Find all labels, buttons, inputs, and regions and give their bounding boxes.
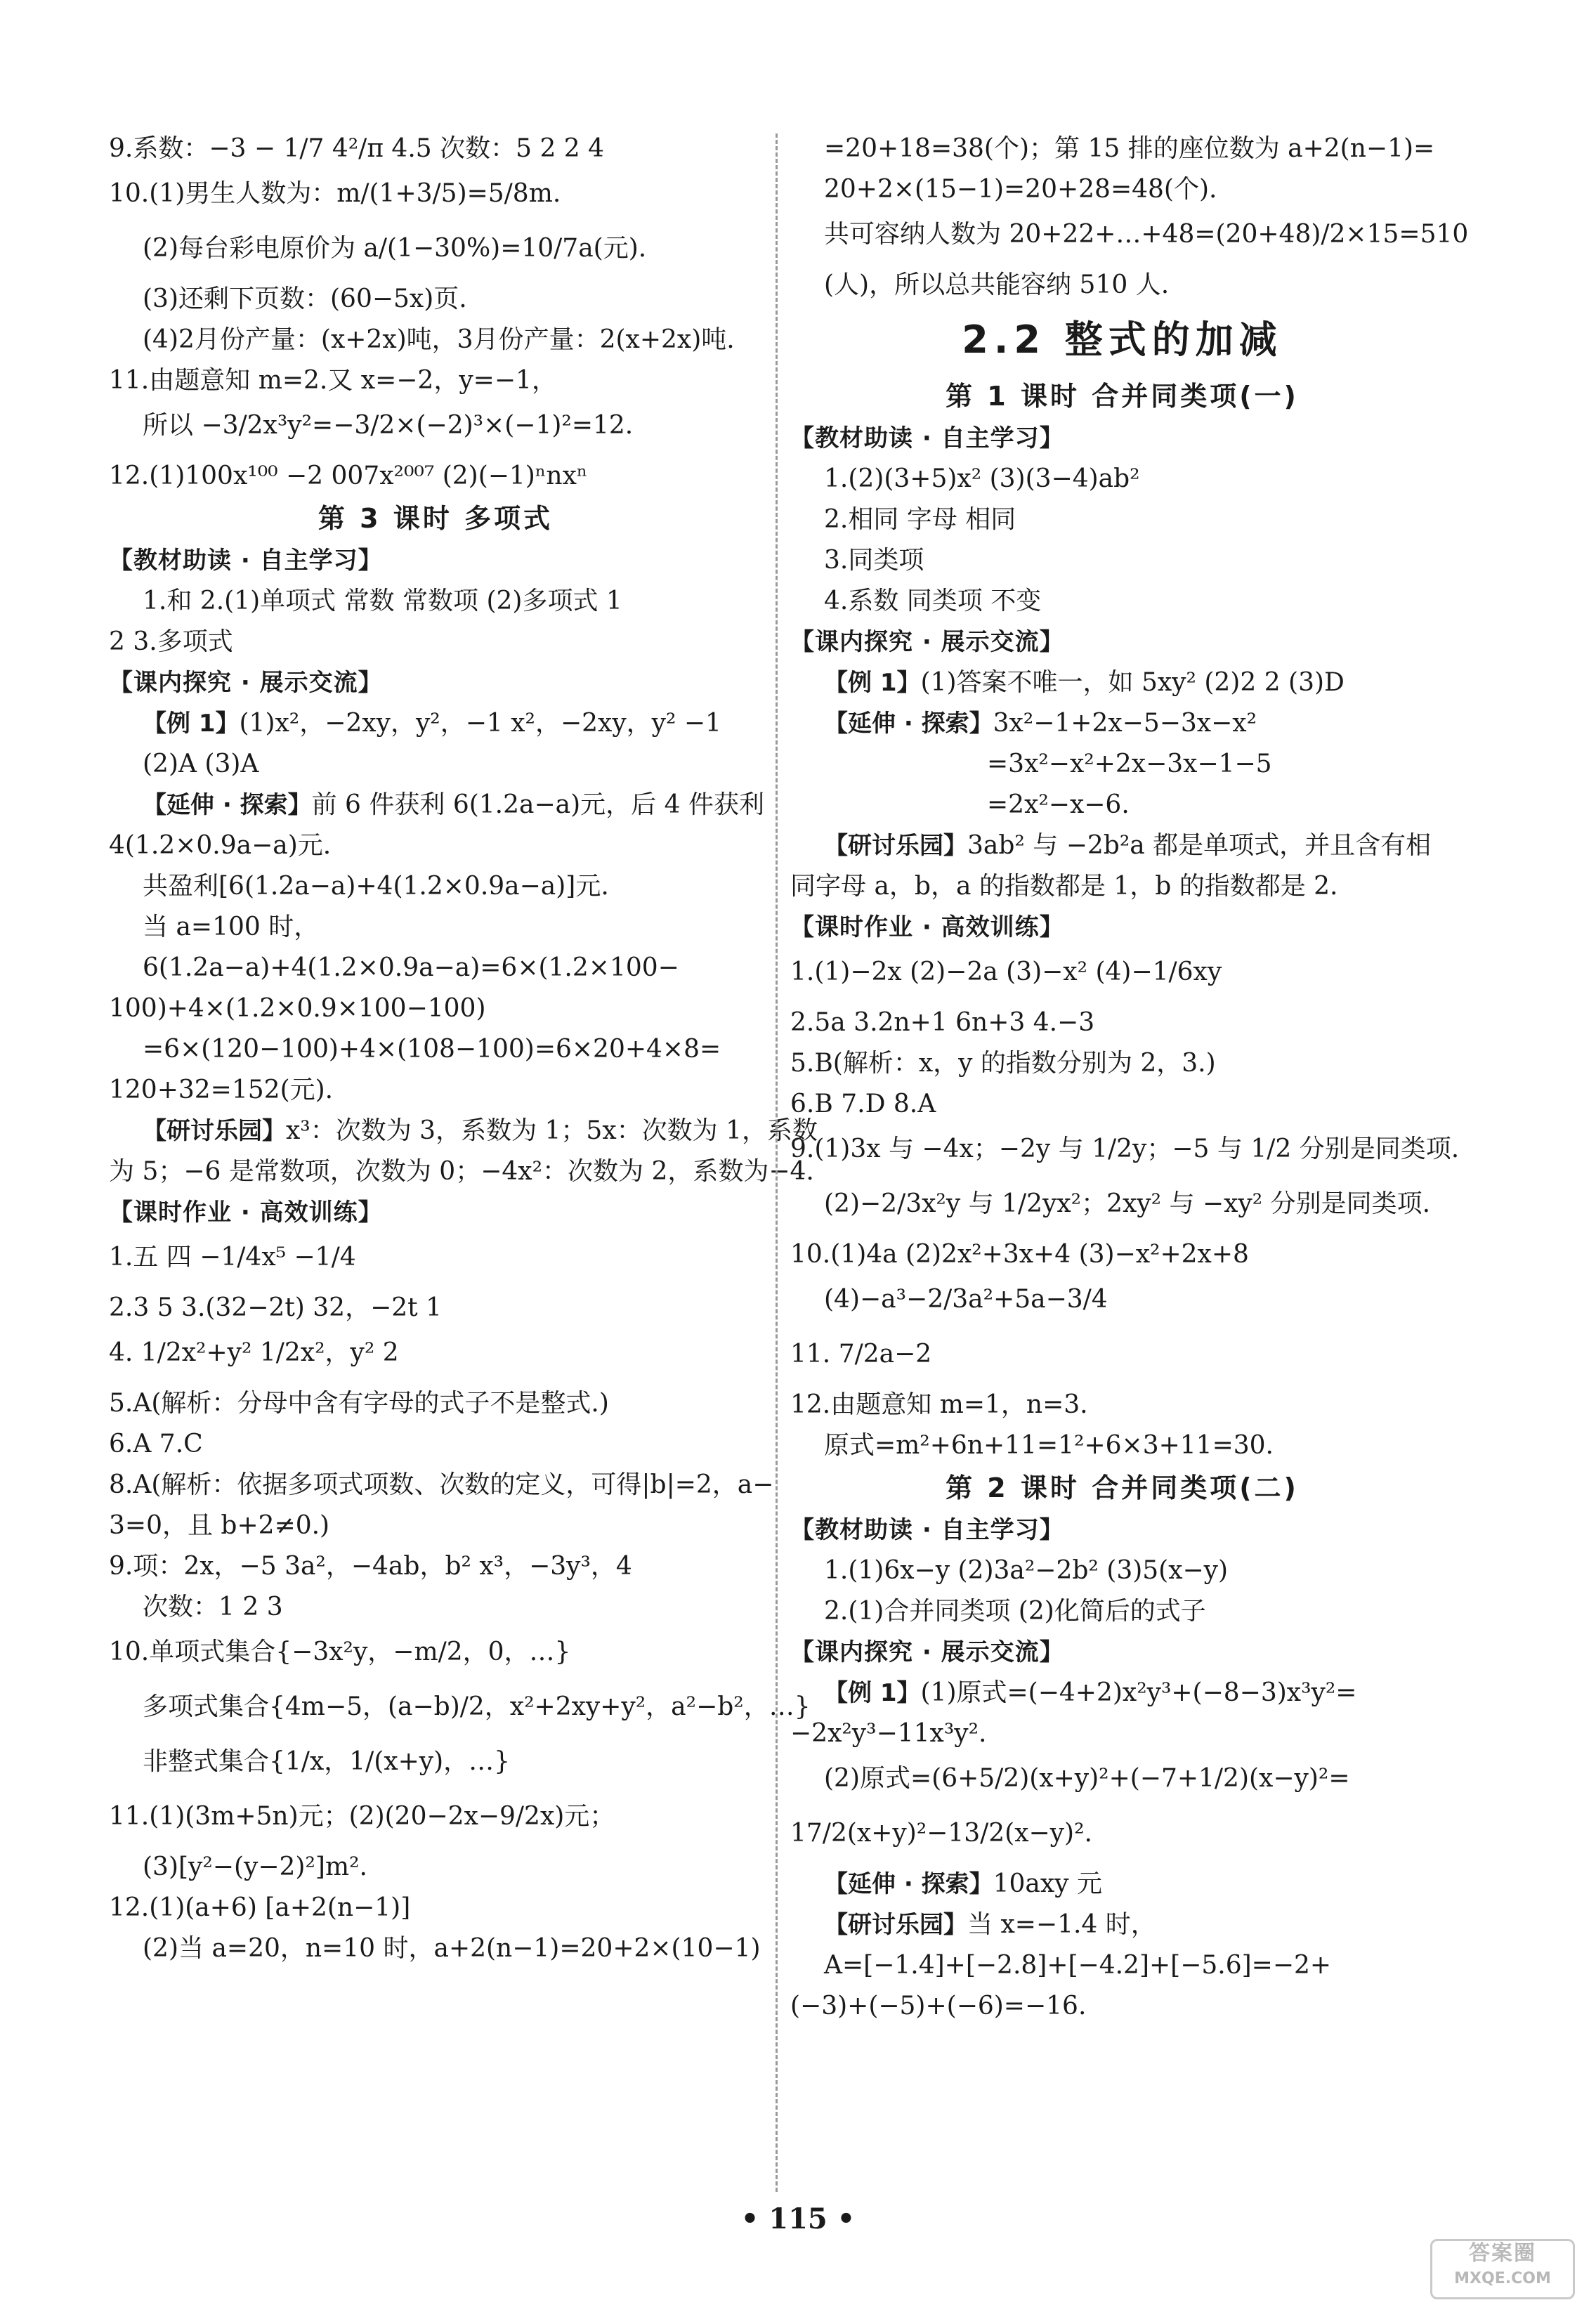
column-divider	[776, 133, 778, 2192]
answer-line: 4. 1/2x²+y² 1/2x²，y² 2	[109, 1338, 399, 1367]
answer-line: 1.(2)(3+5)x² (3)(3−4)ab²	[824, 464, 1140, 493]
watermark-text: 答案圈	[1469, 2241, 1536, 2266]
answer-line: 3=0，且 b+2≠0.)	[109, 1511, 330, 1540]
answer-tag: 【例 1】	[824, 1679, 921, 1707]
answer-line: 5.B(解析：x，y 的指数分别为 2，3.)	[790, 1049, 1216, 1078]
answer-line: 2.(1)合并同类项 (2)化简后的式子	[824, 1597, 1206, 1626]
answer-line	[109, 790, 762, 821]
answer-line: 3.同类项	[824, 546, 924, 575]
block-heading: 【教材助读 · 自主学习】	[790, 1516, 1064, 1544]
answer-line: 12.(1)100x¹⁰⁰ −2 007x²⁰⁰⁷ (2)(−1)ⁿnxⁿ	[109, 462, 588, 490]
watermark-logo	[1430, 2239, 1575, 2299]
right-column	[790, 133, 1469, 2032]
left-column	[109, 133, 818, 1974]
answer-line	[790, 667, 1454, 698]
answer-line: 1.(1)6x−y (2)3a²−2b² (3)5(x−y)	[824, 1556, 1229, 1585]
answer-tag: 【例 1】	[824, 669, 921, 697]
answer-tag: 【研讨乐园】	[824, 1911, 967, 1939]
answer-tag: 【延伸 · 探索】	[143, 791, 312, 819]
answer-line: 共盈利[6(1.2a−a)+4(1.2×0.9a−a)]元.	[143, 872, 609, 901]
answer-line: (人)，所以总共能容纳 510 人.	[824, 270, 1170, 299]
answer-line: 非整式集合{1/x，1/(x+y)，…}	[143, 1747, 511, 1776]
block-heading: 【教材助读 · 自主学习】	[109, 547, 383, 575]
answer-tag: 【例 1】	[143, 710, 240, 738]
answer-line: 120+32=152(元).	[109, 1076, 334, 1104]
lesson-title: 第 2 课时 合并同类项(二)	[946, 1472, 1299, 1503]
answer-line: 当 a=100 时，	[143, 913, 320, 941]
block-heading: 【课内探究 · 展示交流】	[109, 669, 383, 697]
answer-line: 6(1.2a−a)+4(1.2×0.9a−a)=6×(1.2×100−	[143, 953, 679, 982]
answer-line: =6×(120−100)+4×(108−100)=6×20+4×8=	[143, 1035, 721, 1064]
answer-line: 9.项：2x，−5 3a²，−4ab，b² x³，−3y³，4	[109, 1552, 632, 1581]
answer-text: 前 6 件获利 6(1.2a−a)元，后 4 件获利	[311, 790, 764, 819]
answer-line: 10.(1)男生人数为：m/(1+3/5)=5/8m.	[109, 179, 561, 208]
answer-line: 5.A(解析：分母中含有字母的式子不是整式.)	[109, 1389, 609, 1418]
answer-line: 2.3 5 3.(32−2t) 32，−2t 1	[109, 1293, 442, 1322]
answer-line: A=[−1.4]+[−2.8]+[−4.2]+[−5.6]=−2+	[824, 1951, 1332, 1980]
answer-line: 10.单项式集合{−3x²y，−m/2，0，…}	[109, 1638, 571, 1666]
answer-line: 17/2(x+y)²−13/2(x−y)².	[790, 1819, 1092, 1848]
answer-text: (1)答案不唯一，如 5xy² (2)2 2 (3)D	[920, 668, 1345, 697]
answer-line: (3)[y²−(y−2)²]m².	[143, 1853, 367, 1881]
answer-line: (2)A (3)A	[143, 750, 259, 778]
answer-text: (1)x²，−2xy，y²，−1 x²，−2xy，y² −1	[239, 709, 721, 738]
watermark-url: MXQE.COM	[1454, 2270, 1551, 2287]
lesson-title: 第 1 课时 合并同类项(一)	[946, 381, 1299, 412]
answer-line: 11.(1)(3m+5n)元；(2)(20−2x−9/2x)元；	[109, 1802, 615, 1831]
answer-line: 多项式集合{4m−5，(a−b)/2，x²+2xy+y²，a²−b²，…}	[143, 1692, 811, 1721]
answer-line: 9.(1)3x 与 −4x；−2y 与 1/2y；−5 与 1/2 分别是同类项.	[790, 1135, 1460, 1163]
answer-line: 11.由题意知 m=2.又 x=−2，y=−1，	[109, 366, 557, 395]
answer-line: 原式=m²+6n+11=1²+6×3+11=30.	[824, 1431, 1274, 1460]
block-heading: 【课内探究 · 展示交流】	[790, 1638, 1064, 1666]
answer-text: 3ab² 与 −2b²a 都是单项式，并且含有相	[967, 831, 1432, 860]
answer-line: (2)每台彩电原价为 a/(1−30%)=10/7a(元).	[143, 234, 647, 263]
answer-text: 3x²−1+2x−5−3x−x²	[993, 709, 1257, 738]
answer-line: −2x²y³−11x³y².	[790, 1719, 987, 1748]
answer-line: 8.A(解析：依据多项式项数、次数的定义，可得|b|=2，a−	[109, 1470, 774, 1499]
answer-line	[790, 1909, 1454, 1940]
block-heading: 【课内探究 · 展示交流】	[790, 628, 1064, 656]
answer-line: 共可容纳人数为 20+22+…+48=(20+48)/2×15=510	[824, 220, 1469, 249]
answer-line: 1.(1)−2x (2)−2a (3)−x² (4)−1/6xy	[790, 958, 1222, 986]
lesson-title: 第 3 课时 多项式	[318, 503, 554, 534]
answer-line	[790, 708, 1454, 739]
block-heading: 【课时作业 · 高效训练】	[790, 913, 1064, 941]
answer-line: 6.B 7.D 8.A	[790, 1090, 936, 1118]
answer-line: 2 3.多项式	[109, 627, 233, 656]
answer-line: 100)+4×(1.2×0.9×100−100)	[109, 994, 486, 1023]
answer-line: 20+2×(15−1)=20+28=48(个).	[824, 175, 1217, 204]
answer-line: 1.和 2.(1)单项式 常数 常数项 (2)多项式 1	[143, 587, 622, 615]
answer-line: 11. 7/2a−2	[790, 1340, 932, 1369]
answer-line: 2.5a 3.2n+1 6n+3 4.−3	[790, 1008, 1095, 1037]
block-heading: 【课时作业 · 高效训练】	[109, 1199, 383, 1227]
answer-line: (4)2月份产量：(x+2x)吨，3月份产量：2(x+2x)吨.	[143, 325, 735, 354]
answer-line	[790, 1869, 1454, 1900]
answer-line: 次数：1 2 3	[143, 1593, 283, 1621]
answer-line: =20+18=38(个)；第 15 排的座位数为 a+2(n−1)=	[824, 134, 1435, 163]
answer-line: 10.(1)4a (2)2x²+3x+4 (3)−x²+2x+8	[790, 1240, 1249, 1269]
answer-line: (−3)+(−5)+(−6)=−16.	[790, 1992, 1087, 2020]
answer-line: =2x²−x−6.	[987, 790, 1130, 819]
answer-tag: 【研讨乐园】	[143, 1117, 286, 1145]
answer-line: 4.系数 同类项 不变	[824, 587, 1042, 615]
answer-line: 12.由题意知 m=1，n=3.	[790, 1390, 1088, 1419]
block-heading: 【教材助读 · 自主学习】	[790, 424, 1064, 452]
answer-line: 同字母 a，b，a 的指数都是 1，b 的指数都是 2.	[790, 872, 1338, 901]
section-title: 2.2 整式的加减	[962, 318, 1283, 362]
answer-tag: 【延伸 · 探索】	[824, 710, 993, 738]
answer-line	[109, 708, 762, 739]
answer-text: 当 x=−1.4 时，	[967, 1910, 1156, 1939]
answer-line: 为 5；−6 是常数项，次数为 0；−4x²：次数为 2，系数为−4.	[109, 1157, 814, 1186]
answer-line: 12.(1)(a+6) [a+2(n−1)]	[109, 1893, 411, 1922]
answer-line: (2)−2/3x²y 与 1/2yx²；2xy² 与 −xy² 分别是同类项.	[824, 1189, 1431, 1218]
answer-tag: 【延伸 · 探索】	[824, 1870, 993, 1898]
answer-line	[790, 830, 1454, 861]
answer-text: x³：次数为 3，系数为 1；5x：次数为 1，系数	[286, 1116, 818, 1145]
answer-text: 10axy 元	[993, 1869, 1102, 1898]
answer-line: (2)原式=(6+5/2)(x+y)²+(−7+1/2)(x−y)²=	[824, 1764, 1350, 1793]
answer-line: 1.五 四 −1/4x⁵ −1/4	[109, 1243, 356, 1272]
answer-tag: 【研讨乐园】	[824, 832, 967, 860]
answer-text: (1)原式=(−4+2)x²y³+(−8−3)x³y²=	[920, 1678, 1357, 1707]
answer-line: (4)−a³−2/3a²+5a−3/4	[824, 1285, 1108, 1314]
page-number: • 115 •	[740, 2202, 856, 2235]
answer-line: 所以 −3/2x³y²=−3/2×(−2)³×(−1)²=12.	[143, 411, 634, 440]
answer-line: (2)当 a=20，n=10 时，a+2(n−1)=20+2×(10−1)	[143, 1934, 761, 1963]
answer-line	[109, 1116, 818, 1147]
answer-line: =3x²−x²+2x−3x−1−5	[987, 750, 1272, 778]
answer-line: 4(1.2×0.9a−a)元.	[109, 831, 332, 860]
answer-line: 9.系数：−3 − 1/7 4²/π 4.5 次数：5 2 2 4	[109, 134, 605, 163]
answer-line: 2.相同 字母 相同	[824, 505, 1016, 534]
answer-line: 6.A 7.C	[109, 1430, 203, 1458]
answer-line: (3)还剩下页数：(60−5x)页.	[143, 285, 467, 313]
answer-line	[790, 1678, 1454, 1709]
